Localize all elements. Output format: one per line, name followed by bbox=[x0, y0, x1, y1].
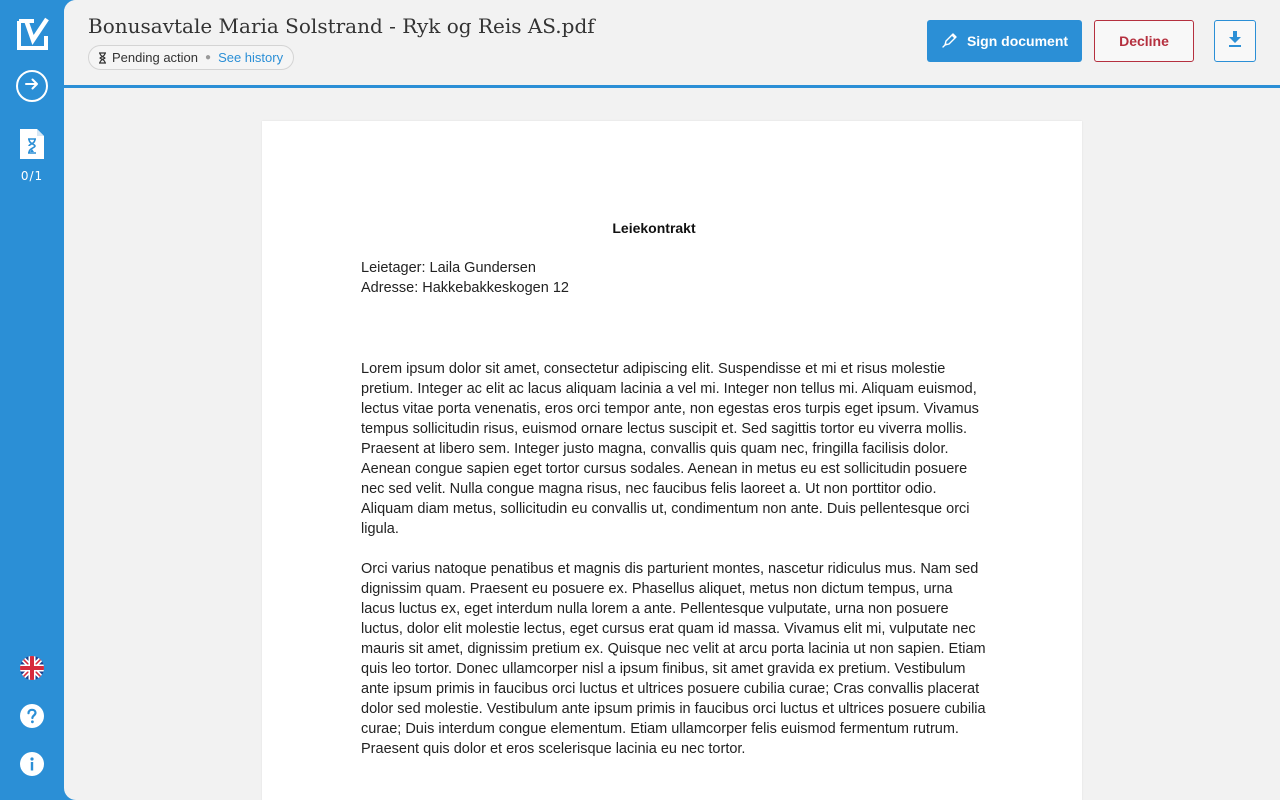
pen-icon bbox=[941, 31, 967, 52]
help-button[interactable] bbox=[20, 704, 44, 728]
sign-document-label: Sign document bbox=[966, 33, 1069, 49]
download-button[interactable] bbox=[1214, 20, 1256, 62]
logo-icon bbox=[16, 16, 51, 51]
main-area bbox=[64, 0, 1280, 800]
info-icon bbox=[20, 763, 44, 780]
document-heading: Leiekontrakt bbox=[612, 220, 696, 236]
info-button[interactable] bbox=[20, 752, 44, 776]
arrow-right-icon bbox=[24, 76, 40, 97]
paragraph-1: Lorem ipsum dolor sit amet, consectetur adipiscing elit. Suspendisse et mi et risus molestie pretium. Integer ac elit ac lacus aliquam lacinia a vel mi. Integer non tellus mi. Aliquam euismod, lectus vitae porta venenatis, eros orci tempor ante, non egestas eros turpis eget ipsum. Vivamus tempus sollicitudin risus, euismod ornare lectus suscipit et. Sed sagittis tortor eu viverra mollis. Praesent at libero sem. Integer justo magna, convallis quis quam nec, fringilla facilisis dolor. Aenean congue sapien eget tortor cursus sodales. Aenean in metus eu est sollicitudin posuere nec sed velit. Nulla congue magna risus, nec faucibus felis laoreet a. Ut non porttitor odio. Aliquam diam metus, sollicitudin eu convallis ut, condimentum non ante. Duis pellentesque orci ligula. bbox=[361, 361, 979, 537]
decline-button[interactable] bbox=[1094, 20, 1194, 62]
status-text: Pending action bbox=[112, 50, 199, 65]
document-header bbox=[64, 0, 1280, 88]
separator-dot: ● bbox=[205, 52, 212, 63]
status-badge bbox=[88, 45, 294, 70]
language-button[interactable] bbox=[20, 656, 44, 680]
help-icon bbox=[20, 715, 44, 732]
tenant-line: Leietager: Laila Gundersen bbox=[361, 260, 536, 276]
sidebar bbox=[0, 0, 64, 800]
document-page bbox=[262, 121, 1082, 800]
paragraph-2: Orci varius natoque penatibus et magnis dis parturient montes, nascetur ridiculus mus. Nam sed dignissim quam. Praesent eu posuere ex. Phasellus aliquet, metus non dictum tempus, urna lacus luctus ex, eget interdum nulla lorem a ante. Pellentesque vulputate, urna non posuere luctus, dolor elit molestie lectus, eget cursus erat quam id massa. Vivamus elit mi, vulputate nec mauris sit amet, dignissim pretium ex. Quisque nec velit at arcu porta lacinia ut non sapien. Etiam quis leo tortor. Donec ullamcorper nisl a ipsum finibus, sit amet gravida ex pretium. Vestibulum ante ipsum primis in faucibus orci luctus et ultrices posuere cubilia curae; Cras convallis placerat dolor sed molestie. Vestibulum ante ipsum primis in faucibus orci luctus et ultrices posuere cubilia curae; Duis interdum congue elementum. Etiam ullamcorper felis euismod fermentum rutrum. Praesent quis dolor et eros scelerisque lacinia eu nec tortor. bbox=[361, 561, 986, 757]
document-title: Bonusavtale Maria Solstrand - Ryk og Reis AS.pdf bbox=[88, 14, 595, 38]
address-line: Adresse: Hakkebakkeskogen 12 bbox=[361, 280, 569, 296]
document-progress-count: 0/1 bbox=[20, 169, 44, 183]
expand-sidebar-button[interactable] bbox=[16, 70, 48, 102]
decline-label: Decline bbox=[1119, 33, 1169, 49]
see-history-link[interactable]: See history bbox=[218, 50, 284, 65]
hourglass-icon bbox=[98, 52, 107, 64]
uk-flag-icon bbox=[20, 667, 44, 684]
download-icon bbox=[1227, 30, 1243, 53]
document-hourglass-icon[interactable] bbox=[18, 127, 46, 161]
sign-document-button[interactable] bbox=[927, 20, 1082, 62]
